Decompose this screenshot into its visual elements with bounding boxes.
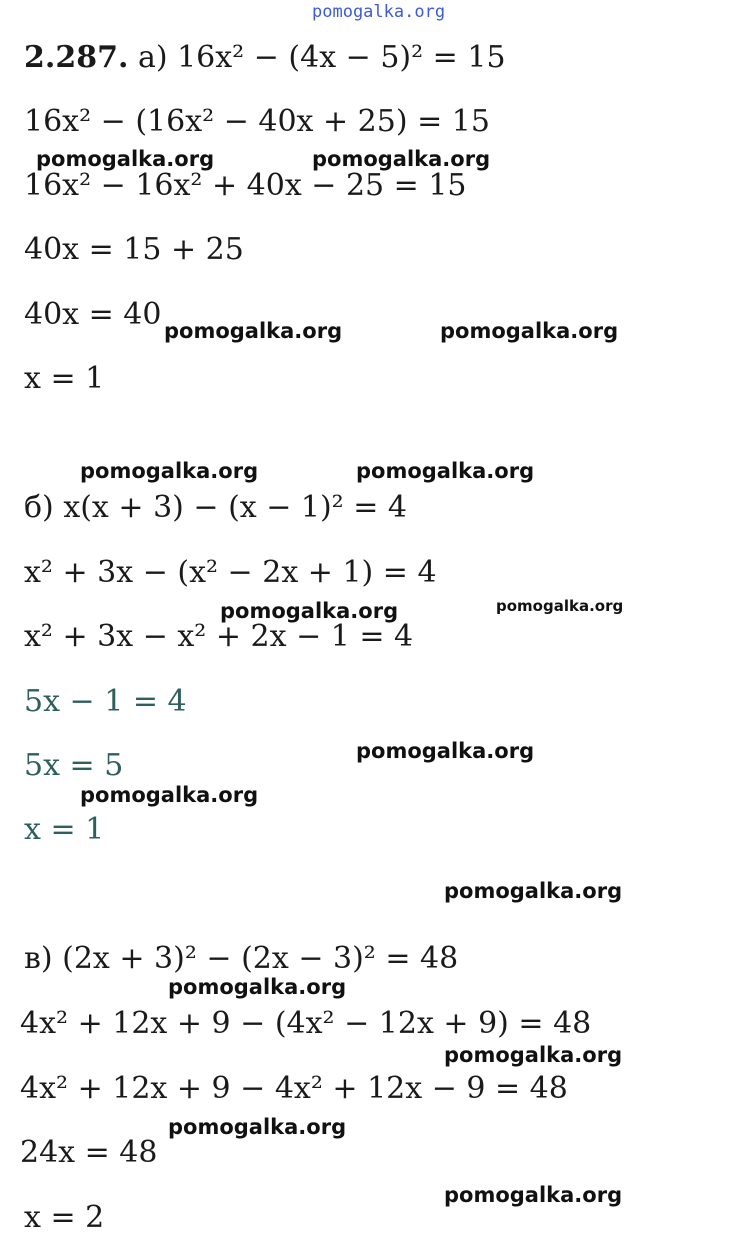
part-c-line-3: 4x² + 12x + 9 − 4x² + 12x − 9 = 48: [20, 1071, 568, 1106]
watermark: pomogalka.org: [80, 459, 259, 483]
watermark: pomogalka.org: [220, 599, 399, 623]
watermark: pomogalka.org: [444, 879, 623, 903]
part-b-line-1: [24, 490, 407, 526]
part-a-line-4: 40x = 15 + 25: [24, 232, 244, 267]
part-c-label: в): [24, 941, 53, 976]
part-b-line-3: x² + 3x − x² + 2x − 1 = 4: [24, 619, 414, 654]
part-a-answer: x = 1: [24, 361, 105, 396]
part-a-equation-1: 16x² − (4x − 5)² = 15: [177, 40, 506, 75]
part-c-equation-1: (2x + 3)² − (2x − 3)² = 48: [62, 941, 459, 976]
watermark: pomogalka.org: [356, 739, 535, 763]
part-c-answer: x = 2: [24, 1200, 105, 1235]
watermark: pomogalka.org: [164, 319, 343, 343]
watermark: pomogalka.org: [440, 319, 619, 343]
watermark: pomogalka.org: [36, 147, 215, 171]
part-b-line-4: 5x − 1 = 4: [24, 684, 187, 719]
header-watermark: pomogalka.org: [312, 2, 446, 22]
watermark: pomogalka.org: [312, 147, 491, 171]
watermark: pomogalka.org: [444, 1183, 623, 1207]
watermark: pomogalka.org: [444, 1043, 623, 1067]
part-a-line-3: 16x² − 16x² + 40x − 25 = 15: [24, 168, 467, 203]
part-c-line-1: [24, 941, 458, 977]
part-b-line-5: 5x = 5: [24, 748, 124, 783]
part-b-answer: x = 1: [24, 812, 105, 847]
part-a-label: а): [137, 40, 168, 75]
part-c-line-4: 24x = 48: [20, 1135, 158, 1170]
watermark: pomogalka.org: [168, 975, 347, 999]
watermark: pomogalka.org: [496, 597, 624, 615]
part-b-line-2: x² + 3x − (x² − 2x + 1) = 4: [24, 555, 437, 590]
problem-number: 2.287.: [24, 40, 129, 75]
watermark: pomogalka.org: [80, 783, 259, 807]
watermark: pomogalka.org: [356, 459, 535, 483]
part-a-line-5: 40x = 40: [24, 297, 162, 332]
part-a-line-1: [24, 40, 506, 76]
part-a-line-2: 16x² − (16x² − 40x + 25) = 15: [24, 104, 490, 139]
part-c-line-2: 4x² + 12x + 9 − (4x² − 12x + 9) = 48: [20, 1006, 592, 1041]
watermark: pomogalka.org: [168, 1115, 347, 1139]
part-b-equation-1: x(x + 3) − (x − 1)² = 4: [63, 490, 408, 525]
part-b-label: б): [24, 490, 54, 525]
